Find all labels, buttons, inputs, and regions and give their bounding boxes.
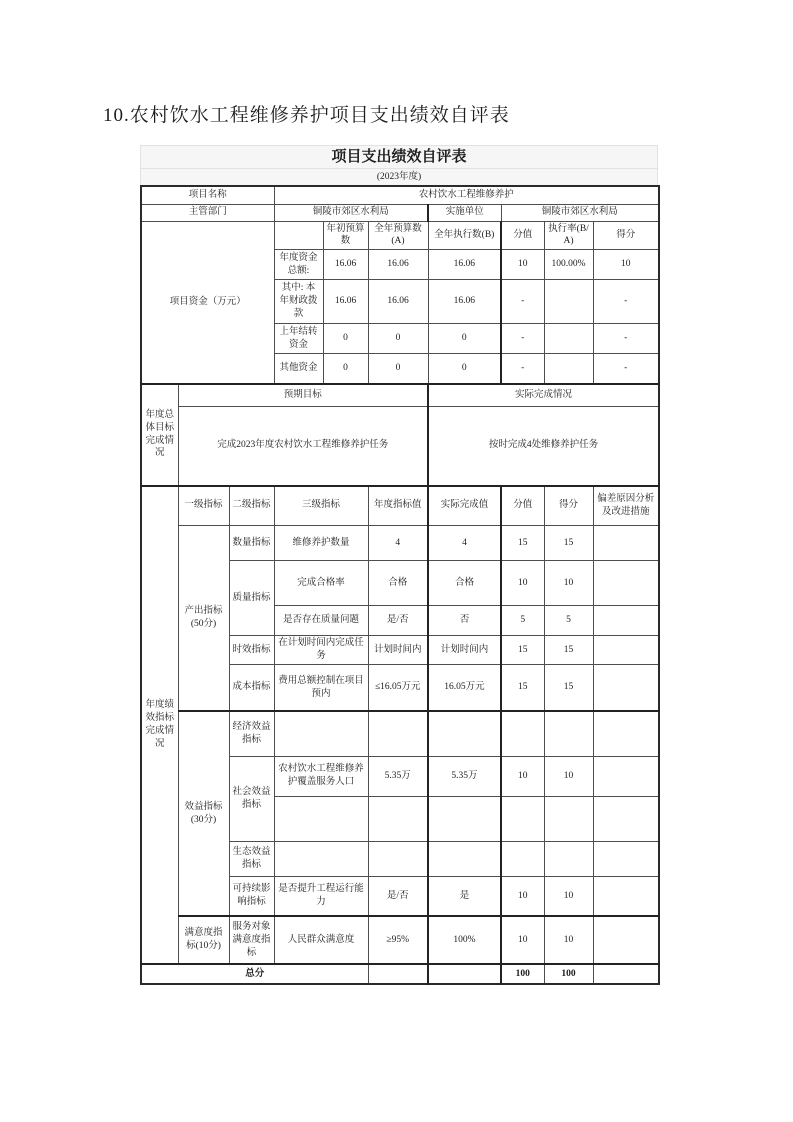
funds-value: 16.06 <box>368 280 428 324</box>
cell-l2: 服务对象满意度指标 <box>229 916 274 964</box>
goal-actual-value: 按时完成4处维修养护任务 <box>428 407 659 486</box>
funds-value: 10 <box>501 250 544 280</box>
cell-score: 15 <box>544 636 593 665</box>
cell-score-weight: 10 <box>501 561 544 606</box>
funds-value: - <box>501 280 544 324</box>
cell-l3 <box>274 796 368 841</box>
impl-unit-value: 铜陵市郊区水利局 <box>501 204 659 221</box>
cell-score: 10 <box>544 756 593 796</box>
cell-deviation <box>593 916 659 964</box>
cell-score-weight <box>501 841 544 876</box>
indicators-header-deviation: 偏差原因分析及改进措施 <box>593 486 659 526</box>
funds-row-label: 其他资金 <box>274 354 323 384</box>
cell-deviation <box>593 561 659 606</box>
cell-l3: 在计划时间内完成任务 <box>274 636 368 665</box>
cell-target <box>368 841 428 876</box>
indicators-header-score: 得分 <box>544 486 593 526</box>
total-target <box>368 964 428 984</box>
cell-deviation <box>593 796 659 841</box>
cell-l2: 可持续影响指标 <box>229 876 274 916</box>
cell-l3 <box>274 711 368 756</box>
cell-target: 合格 <box>368 561 428 606</box>
funds-value: 0 <box>323 354 368 384</box>
dept-label: 主管部门 <box>141 204 274 221</box>
dept-value: 铜陵市郊区水利局 <box>274 204 428 221</box>
funds-value: 10 <box>593 250 659 280</box>
impl-unit-label: 实施单位 <box>428 204 501 221</box>
funds-value: 16.06 <box>323 250 368 280</box>
page-title: 10.农村饮水工程维修养护项目支出绩效自评表 <box>103 105 510 126</box>
indicators-header-l2: 二级指标 <box>229 486 274 526</box>
cell-l3: 是否存在质量问题 <box>274 606 368 636</box>
cell-actual: 4 <box>428 526 501 561</box>
funds-value: 0 <box>368 324 428 354</box>
cell-score-weight: 5 <box>501 606 544 636</box>
cell-target: 4 <box>368 526 428 561</box>
goal-expected-header: 预期目标 <box>178 384 428 407</box>
project-name-label: 项目名称 <box>141 186 274 204</box>
cell-score <box>544 711 593 756</box>
funds-value: - <box>501 324 544 354</box>
cell-target: ≥95% <box>368 916 428 964</box>
cell-deviation <box>593 876 659 916</box>
funds-value: 0 <box>428 354 501 384</box>
cell-l2: 成本指标 <box>229 664 274 711</box>
funds-value <box>544 354 593 384</box>
cell-target: ≤16.05万元 <box>368 664 428 711</box>
cell-score: 5 <box>544 606 593 636</box>
cell-score: 10 <box>544 876 593 916</box>
indicators-section-label: 年度绩效指标完成情况 <box>141 486 178 965</box>
cell-deviation <box>593 841 659 876</box>
cell-target: 是/否 <box>368 876 428 916</box>
total-score-weight: 100 <box>501 964 544 984</box>
funds-value: 16.06 <box>368 250 428 280</box>
cell-actual <box>428 711 501 756</box>
funds-value: 0 <box>428 324 501 354</box>
funds-header-execution-rate: 执行率(B/A) <box>544 221 593 250</box>
cell-deviation <box>593 664 659 711</box>
cell-score <box>544 841 593 876</box>
cell-score: 15 <box>544 664 593 711</box>
funds-value: 16.06 <box>428 280 501 324</box>
table-subtitle: (2023年度) <box>140 168 658 185</box>
cell-l2: 数量指标 <box>229 526 274 561</box>
cell-score-weight <box>501 796 544 841</box>
cell-l2: 时效指标 <box>229 636 274 665</box>
cell-score-weight: 10 <box>501 876 544 916</box>
cell-actual: 计划时间内 <box>428 636 501 665</box>
cell-score-weight: 15 <box>501 526 544 561</box>
cell-actual <box>428 841 501 876</box>
funds-value: 16.06 <box>428 250 501 280</box>
evaluation-grid <box>140 185 660 985</box>
funds-value: - <box>593 324 659 354</box>
cell-l3: 维修养护数量 <box>274 526 368 561</box>
cell-l3: 完成合格率 <box>274 561 368 606</box>
funds-corner-cell <box>274 221 323 250</box>
cell-l1-output: 产出指标(50分) <box>178 526 229 712</box>
goal-section-label: 年度总体目标完成情况 <box>141 384 178 486</box>
total-deviation <box>593 964 659 984</box>
cell-l1-benefit: 效益指标(30分) <box>178 711 229 916</box>
cell-actual: 否 <box>428 606 501 636</box>
funds-value <box>544 280 593 324</box>
cell-target: 是/否 <box>368 606 428 636</box>
cell-score-weight: 10 <box>501 916 544 964</box>
cell-target <box>368 796 428 841</box>
funds-value: 0 <box>368 354 428 384</box>
cell-deviation <box>593 526 659 561</box>
cell-score-weight: 15 <box>501 636 544 665</box>
funds-value: - <box>501 354 544 384</box>
indicators-header-l3: 三级指标 <box>274 486 368 526</box>
indicators-header-actual: 实际完成值 <box>428 486 501 526</box>
funds-row-label: 其中: 本年财政拨款 <box>274 280 323 324</box>
cell-l1-satisfaction: 满意度指标(10分) <box>178 916 229 964</box>
total-actual <box>428 964 501 984</box>
cell-l3: 人民群众满意度 <box>274 916 368 964</box>
indicators-header-l1: 一级指标 <box>178 486 229 526</box>
project-name-value: 农村饮水工程维修养护 <box>274 186 659 204</box>
cell-l3: 费用总额控制在项目预内 <box>274 664 368 711</box>
cell-l3: 是否提升工程运行能力 <box>274 876 368 916</box>
cell-l3 <box>274 841 368 876</box>
cell-score <box>544 796 593 841</box>
funds-section-label: 项目资金（万元） <box>141 221 274 384</box>
indicators-header-score-weight: 分值 <box>501 486 544 526</box>
cell-deviation <box>593 636 659 665</box>
cell-score: 10 <box>544 916 593 964</box>
funds-value: 100.00% <box>544 250 593 280</box>
cell-actual: 5.35万 <box>428 756 501 796</box>
goal-expected-value: 完成2023年度农村饮水工程维修养护任务 <box>178 407 428 486</box>
cell-score-weight <box>501 711 544 756</box>
cell-deviation <box>593 711 659 756</box>
cell-actual: 16.05万元 <box>428 664 501 711</box>
cell-l2: 生态效益指标 <box>229 841 274 876</box>
funds-value: - <box>593 280 659 324</box>
cell-score-weight: 10 <box>501 756 544 796</box>
funds-row-label: 年度资金总额: <box>274 250 323 280</box>
cell-actual: 100% <box>428 916 501 964</box>
self-evaluation-table <box>140 145 658 985</box>
funds-value: - <box>593 354 659 384</box>
funds-value: 16.06 <box>323 280 368 324</box>
funds-header-initial-budget: 年初预算数 <box>323 221 368 250</box>
total-score: 100 <box>544 964 593 984</box>
cell-target: 5.35万 <box>368 756 428 796</box>
cell-l2: 经济效益指标 <box>229 711 274 756</box>
cell-actual: 是 <box>428 876 501 916</box>
funds-value: 0 <box>323 324 368 354</box>
cell-score-weight: 15 <box>501 664 544 711</box>
cell-l3: 农村饮水工程维修养护覆盖服务人口 <box>274 756 368 796</box>
cell-target: 计划时间内 <box>368 636 428 665</box>
funds-row-label: 上年结转资金 <box>274 324 323 354</box>
cell-target <box>368 711 428 756</box>
total-label: 总分 <box>141 964 368 984</box>
funds-value <box>544 324 593 354</box>
cell-l2: 质量指标 <box>229 561 274 636</box>
funds-header-score-weight: 分值 <box>501 221 544 250</box>
funds-header-annual-budget: 全年预算数(A) <box>368 221 428 250</box>
cell-deviation <box>593 606 659 636</box>
cell-actual: 合格 <box>428 561 501 606</box>
indicators-header-target: 年度指标值 <box>368 486 428 526</box>
table-title: 项目支出绩效自评表 <box>140 145 658 168</box>
funds-header-score: 得分 <box>593 221 659 250</box>
funds-header-annual-executed: 全年执行数(B) <box>428 221 501 250</box>
cell-deviation <box>593 756 659 796</box>
cell-actual <box>428 796 501 841</box>
cell-score: 10 <box>544 561 593 606</box>
cell-l2: 社会效益指标 <box>229 756 274 841</box>
cell-score: 15 <box>544 526 593 561</box>
goal-actual-header: 实际完成情况 <box>428 384 659 407</box>
